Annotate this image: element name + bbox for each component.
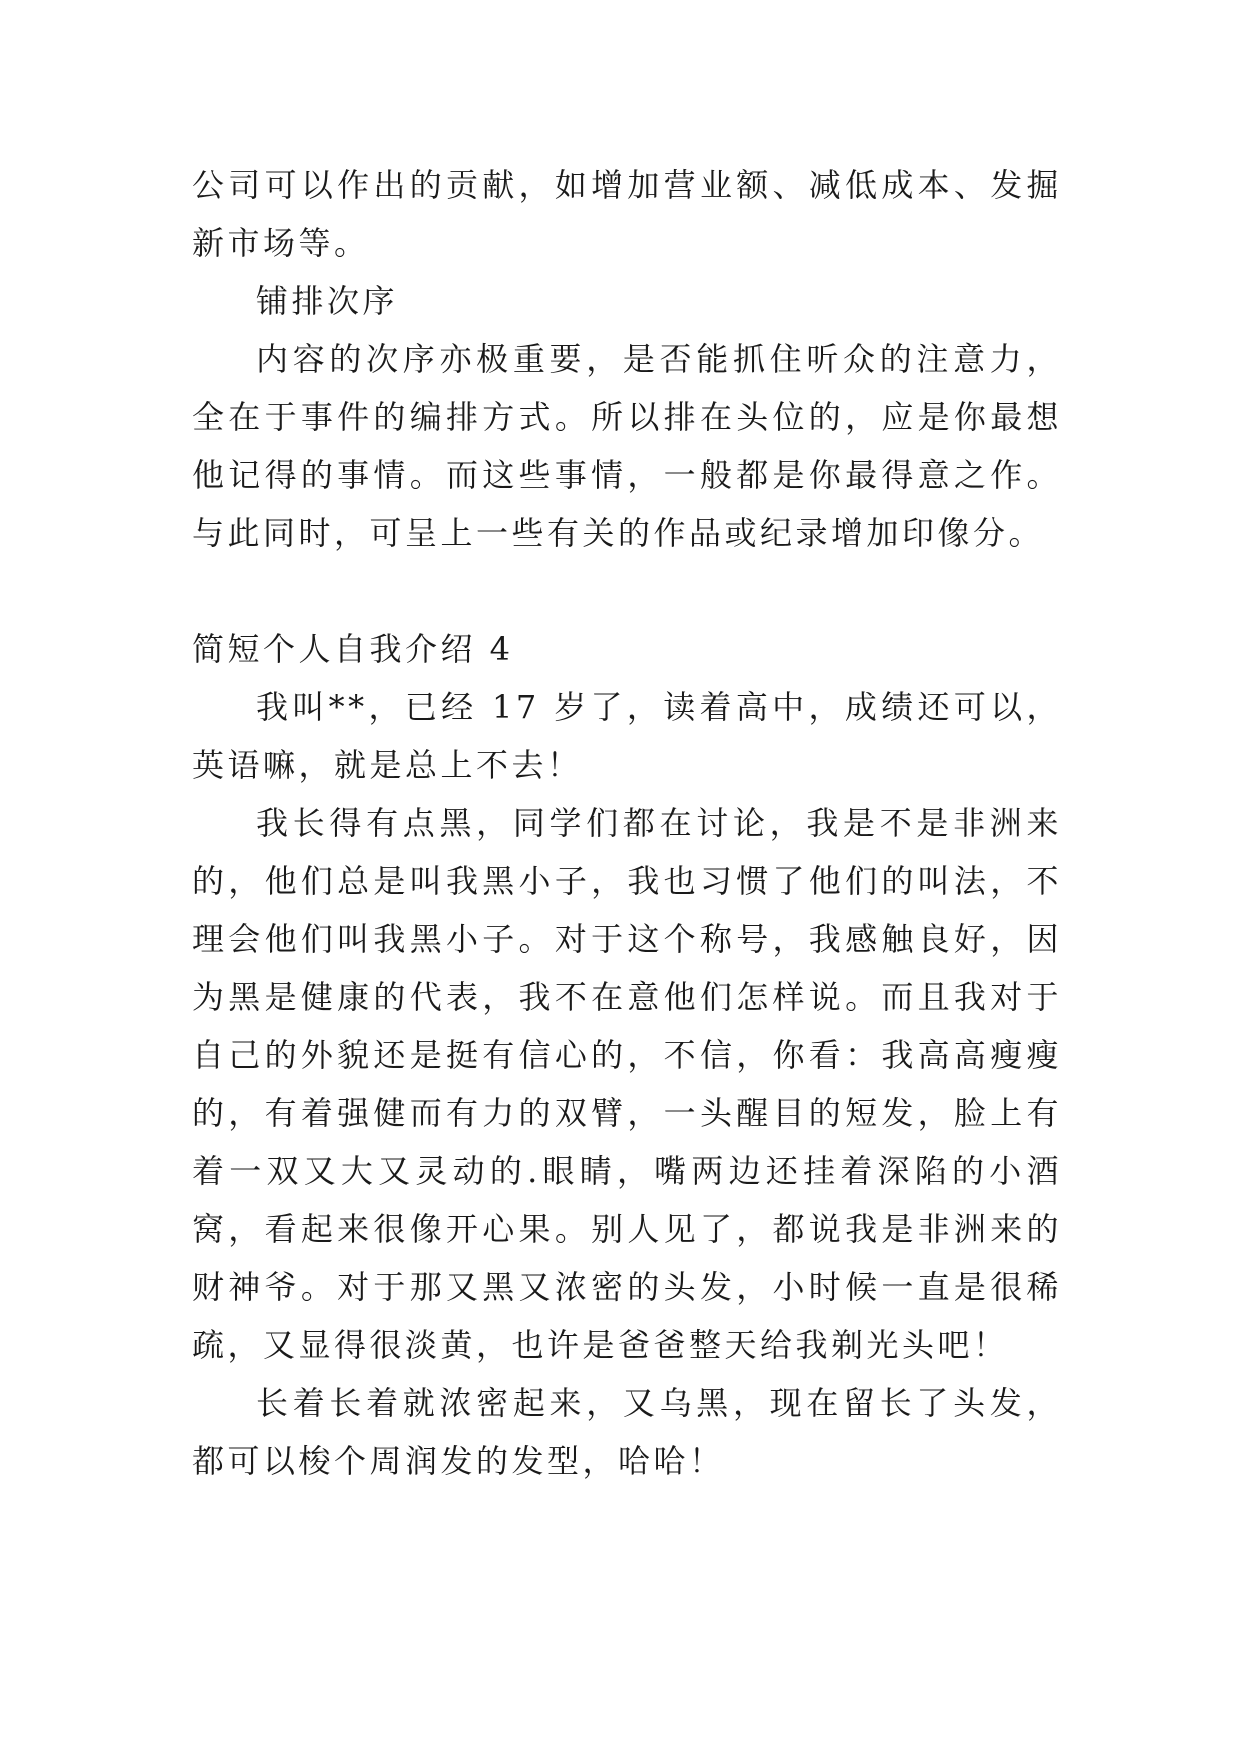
section-spacer bbox=[192, 562, 1062, 620]
document-body bbox=[192, 156, 1062, 1490]
paragraph-continuation: 公司可以作出的贡献，如增加营业额、减低成本、发掘新市场等。 bbox=[192, 166, 1062, 262]
paragraph-hair: 长着长着就浓密起来，又乌黑，现在留长了头发，都可以梭个周润发的发型，哈哈！ bbox=[192, 1384, 1062, 1480]
paragraph-appearance: 我长得有点黑，同学们都在讨论，我是不是非洲来的，他们总是叫我黑小子，我也习惯了他们的叫法，不理会他们叫我黑小子。对于这个称号，我感触良好，因为黑是健康的代表，我不在意他们怎样说。而且我对于自己的外貌还是挺有信心的，不信，你看：我高高瘦瘦的，有着强健而有力的双臂，一头醒目的短发，脸上有着一双又大又灵动的.眼睛，嘴两边还挂着深陷的小酒窝，看起来很像开心果。别人见了，都说我是非洲来的财神爷。对于那又黑又浓密的头发，小时候一直是很稀疏，又显得很淡黄，也许是爸爸整天给我剃光头吧！ bbox=[192, 804, 1062, 1364]
subheading-order: 铺排次序 bbox=[256, 282, 399, 320]
paragraph-order-content: 内容的次序亦极重要，是否能抓住听众的注意力，全在于事件的编排方式。所以排在头位的，应是你最想他记得的事情。而这些事情，一般都是你最得意之作。与此同时，可呈上一些有关的作品或纪录增加印像分。 bbox=[192, 340, 1062, 552]
section-title: 简短个人自我介绍 4 bbox=[192, 630, 514, 668]
paragraph-intro: 我叫**，已经 17 岁了，读着高中，成绩还可以，英语嘛，就是总上不去！ bbox=[192, 688, 1062, 784]
